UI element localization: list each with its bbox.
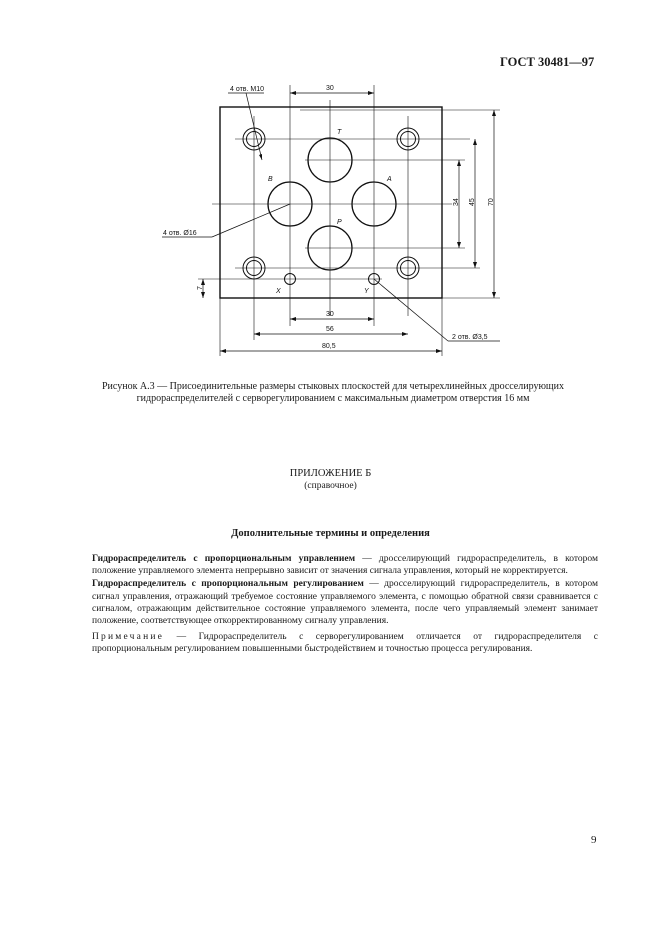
- appendix-heading: [0, 468, 661, 492]
- callout-m10: 4 отв. М10: [230, 86, 265, 93]
- appendix-title: ПРИЛОЖЕНИЕ Б: [289, 468, 372, 479]
- mounting-surface-drawing: [0, 0, 661, 380]
- dim-bottom-30: 30: [326, 311, 334, 318]
- definition-text: — дросселирующий гидрораспределитель, в котором сигнал управления, отражающий требуемое состояние управляемого элемента, с помощью обратной связи сравнивается с сигналом, отражающим действительное состояние управляемого элемента, после чего управляемый элемент занимает положение, соответствующее откорректированному сигналу управления.: [92, 579, 598, 627]
- definition-text: — дросселирующий гидрораспределитель, в котором положение управляемого элемента непрерывно зависит от значения сигнала управления, который не корректируется.: [92, 554, 598, 577]
- port-label-a: A: [387, 176, 392, 183]
- dim-bottom-80-5: 80,5: [322, 343, 336, 350]
- definition-paragraph: [92, 553, 598, 577]
- port-label-t: T: [337, 129, 342, 136]
- figure-caption-line-2: гидрораспределителей с серворегулированием с максимальным диаметром отверстия 16 мм: [136, 393, 530, 404]
- port-label-y: Y: [364, 288, 369, 295]
- dim-right-45: 45: [469, 198, 476, 206]
- port-label-p: P: [337, 219, 342, 226]
- section-title: Дополнительные термины и определения: [231, 528, 430, 539]
- port-label-b: B: [268, 176, 273, 183]
- dim-bottom-56: 56: [326, 326, 334, 333]
- callout-d3-5: 2 отв. Ø3,5: [452, 334, 488, 341]
- callout-d16: 4 отв. Ø16: [163, 230, 197, 237]
- appendix-subtitle: (справочное): [304, 481, 357, 491]
- note-label: Примечание: [92, 632, 165, 643]
- note-paragraph: [92, 631, 598, 655]
- figure-caption-line-1: Рисунок А.3 — Присоединительные размеры стыковых плоскостей для четырехлинейных дросселирующих: [102, 381, 564, 392]
- page-number: 9: [591, 834, 597, 846]
- figure-caption: [68, 381, 598, 405]
- dim-right-34: 34: [453, 198, 460, 206]
- dim-right-70: 70: [488, 198, 495, 206]
- standard-header: ГОСТ 30481—97: [500, 55, 595, 69]
- definition-paragraph: [92, 578, 598, 627]
- dim-left-7: 7: [197, 286, 204, 290]
- port-label-x: X: [276, 288, 281, 295]
- note-text: — Гидрораспределитель с серворегулированием отличается от гидрораспределителя с пропорциональным регулированием повышенными быстродействием и точностью процесса регулирования.: [92, 632, 598, 655]
- definition-term: Гидрораспределитель с пропорциональным управлением: [92, 554, 356, 564]
- dim-top-30: 30: [326, 85, 334, 92]
- definition-term: Гидрораспределитель с пропорциональным регулированием: [92, 579, 364, 590]
- m10-holes: [243, 128, 419, 279]
- definitions-body: [92, 553, 598, 656]
